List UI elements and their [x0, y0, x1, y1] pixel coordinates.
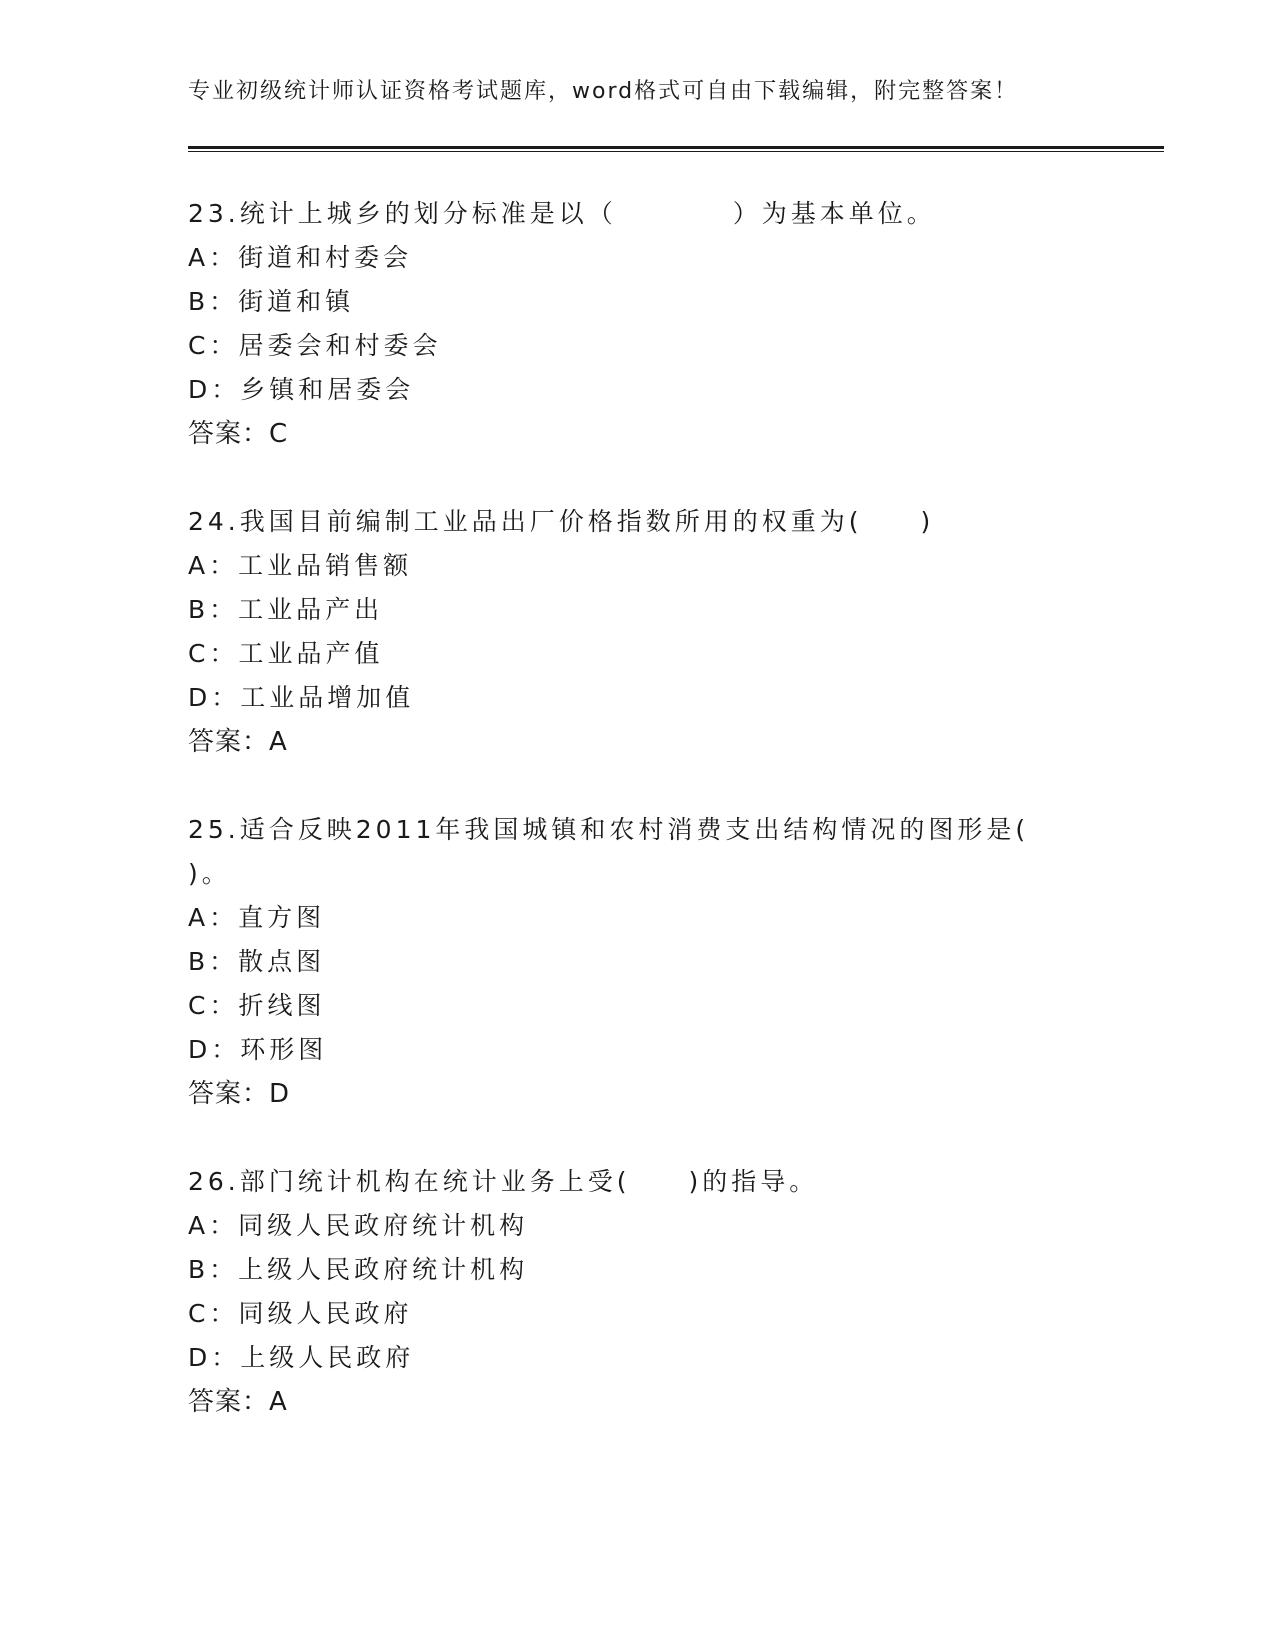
question-stem: 24.我国目前编制工业品出厂价格指数所用的权重为( )	[188, 507, 935, 536]
option-b: B：散点图	[188, 947, 326, 976]
answer: 答案：A	[188, 727, 288, 757]
option-a: A：同级人民政府统计机构	[188, 1211, 529, 1240]
answer: 答案：C	[188, 419, 289, 449]
answer: 答案：A	[188, 1387, 288, 1417]
question-stem: 23.统计上城乡的划分标准是以（ ）为基本单位。	[188, 199, 936, 228]
option-b: B：工业品产出	[188, 595, 384, 624]
option-c: C：折线图	[188, 991, 326, 1020]
option-b: B：街道和镇	[188, 287, 355, 316]
option-a: A：街道和村委会	[188, 243, 413, 272]
header-rule	[188, 146, 1164, 152]
answer: 答案：D	[188, 1079, 291, 1109]
page-header: 专业初级统计师认证资格考试题库，word格式可自由下载编辑，附完整答案！	[188, 79, 1019, 104]
option-b: B：上级人民政府统计机构	[188, 1255, 529, 1284]
option-d: D：环形图	[188, 1035, 328, 1064]
option-c: C：工业品产值	[188, 639, 384, 668]
option-d: D：工业品增加值	[188, 683, 415, 712]
option-c: C：居委会和村委会	[188, 331, 442, 360]
option-d: D：乡镇和居委会	[188, 375, 415, 404]
question-stem: 26.部门统计机构在统计业务上受( )的指导。	[188, 1167, 819, 1196]
option-c: C：同级人民政府	[188, 1299, 413, 1328]
question-stem-continued: )。	[188, 859, 231, 888]
option-a: A：直方图	[188, 903, 326, 932]
question-stem: 25.适合反映2011年我国城镇和农村消费支出结构情况的图形是(	[188, 815, 1030, 844]
option-a: A：工业品销售额	[188, 551, 413, 580]
option-d: D：上级人民政府	[188, 1343, 415, 1372]
